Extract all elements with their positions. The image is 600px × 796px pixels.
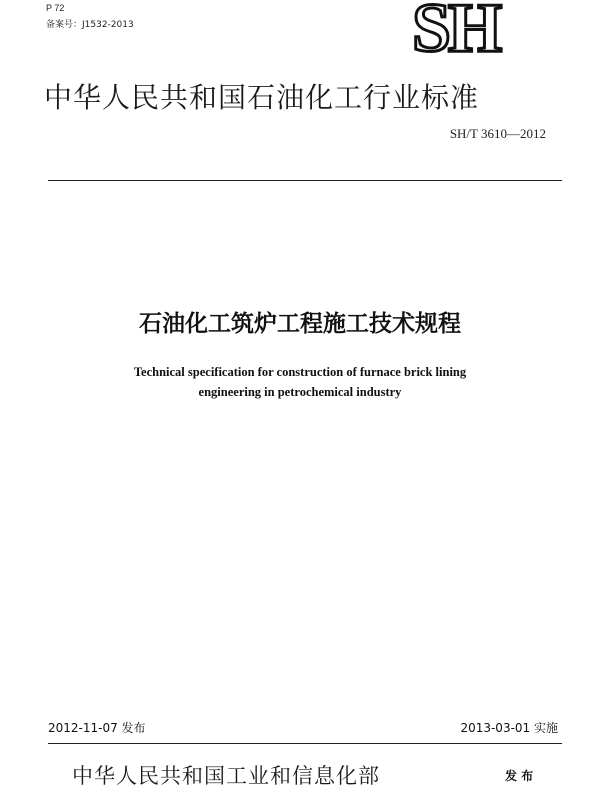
document-title-cn: 石油化工筑炉工程施工技术规程	[139, 311, 461, 337]
issue-date: 2012-11-07 发布	[48, 721, 146, 735]
top-divider	[48, 180, 562, 181]
implementation-date: 2013-03-01 实施	[460, 721, 558, 735]
standard-category-title: 中华人民共和国石油化工行业标准	[44, 81, 480, 114]
ics-code: P 72	[46, 3, 65, 13]
issuing-authority: 中华人民共和国工业和信息化部	[72, 764, 380, 788]
record-number: 备案号：J1532-2013	[46, 20, 134, 30]
document-title-en-line-1: Technical specification for construction of furnace brick lining	[133, 365, 467, 379]
document-title-en	[0, 362, 600, 402]
issue-word: 发 布	[505, 769, 534, 783]
bottom-divider	[48, 743, 562, 744]
standard-number: SH/T 3610—2012	[449, 126, 546, 141]
sh-logo: SH	[412, 0, 500, 67]
document-title-en-line-2: engineering in petrochemical industry	[198, 385, 402, 399]
